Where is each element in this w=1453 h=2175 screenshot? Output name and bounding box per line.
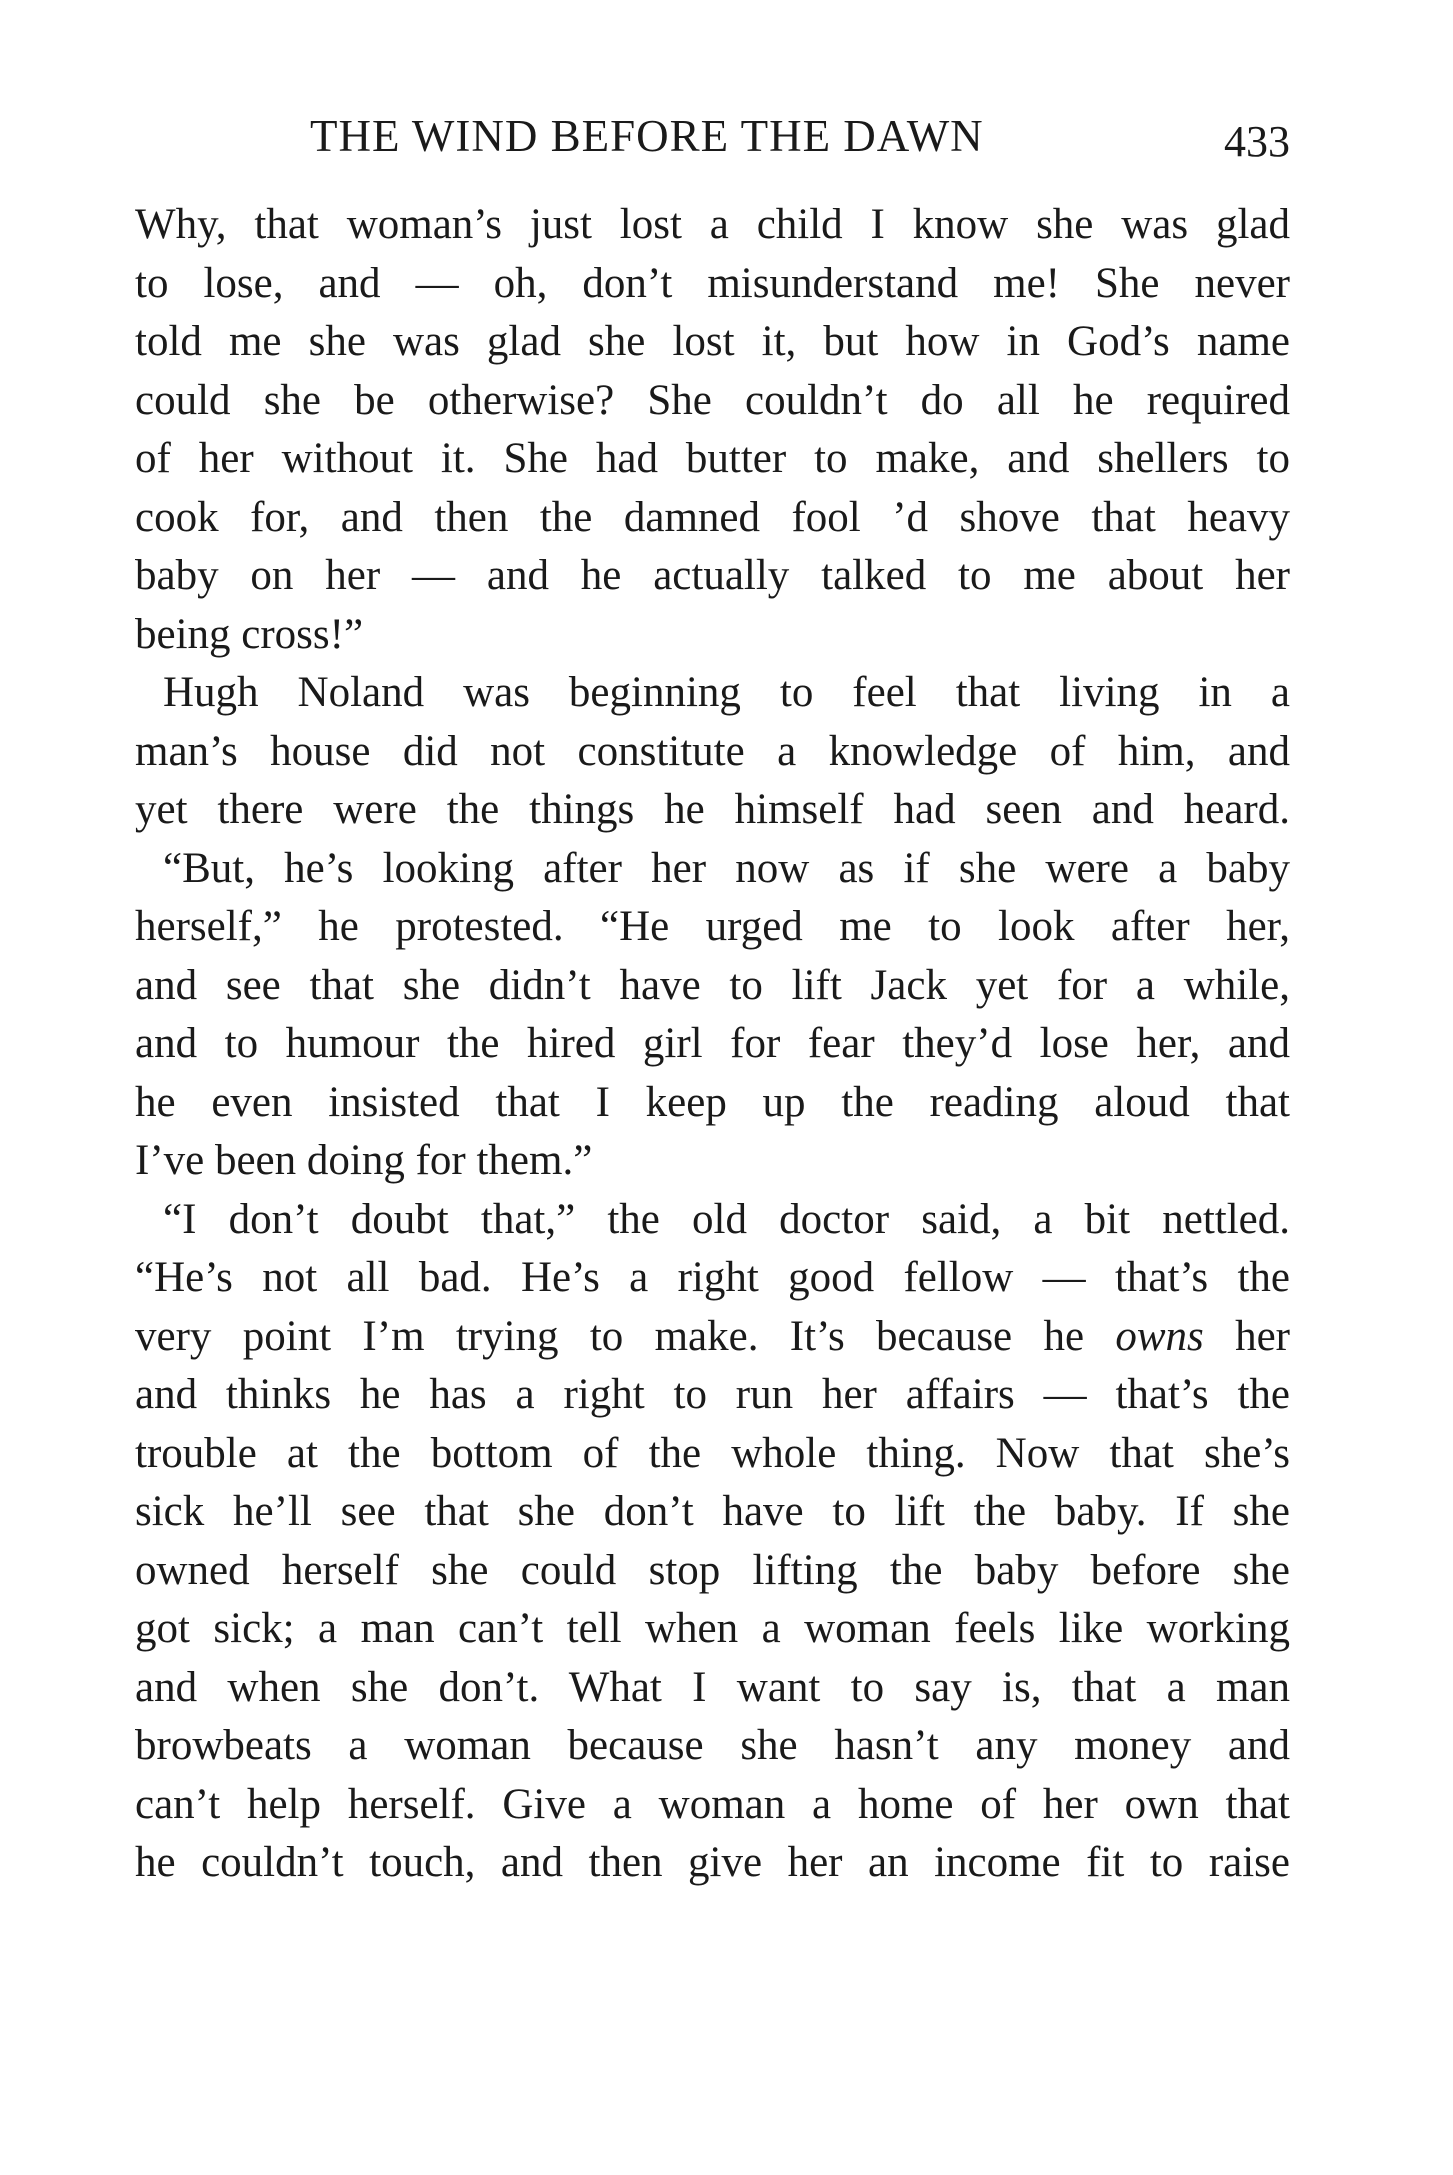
text-line: of her without it. She had butter to make, and shellers to <box>135 435 1290 482</box>
text-line: “I don’t doubt that,” the old doctor said, a bit nettled. <box>163 1195 1290 1243</box>
text-line: and to humour the hired girl for fear they’d lose her, and <box>135 1020 1290 1067</box>
text-line: he even insisted that I keep up the reading aloud that <box>135 1078 1290 1126</box>
text-line: to lose, and — oh, don’t misunderstand me! She never <box>135 259 1290 307</box>
text-line: being cross!” <box>135 610 364 658</box>
text-line: browbeats a woman because she hasn’t any money and <box>135 1722 1290 1769</box>
text-line: cook for, and then the damned fool ’d shove that heavy <box>135 493 1290 541</box>
page-header <box>135 110 1290 170</box>
text-line: herself,” he protested. “He urged me to look after her, <box>135 903 1290 950</box>
text-line: owned herself she could stop lifting the baby before she <box>135 1546 1290 1594</box>
text-line-emphasis <box>135 1308 1290 1367</box>
text-line: Why, that woman’s just lost a child I know she was glad <box>135 201 1290 248</box>
text-line: told me she was glad she lost it, but how in God’s name <box>135 318 1290 365</box>
text-line: and see that she didn’t have to lift Jack yet for a while, <box>135 961 1290 1009</box>
page-number: 433 <box>1224 117 1290 166</box>
text-line: “He’s not all bad. He’s a right good fellow — that’s the <box>135 1254 1290 1301</box>
text-line: and thinks he has a right to run her affairs — that’s the <box>135 1371 1290 1418</box>
italic-word: owns <box>1115 1312 1204 1360</box>
text-line: Hugh Noland was beginning to feel that living in a <box>163 669 1290 716</box>
text-line: can’t help herself. Give a woman a home of her own that <box>135 1780 1290 1828</box>
text-segment: very point I’m trying to make. It’s because he <box>135 1312 1116 1360</box>
text-line: got sick; a man can’t tell when a woman feels like working <box>135 1605 1290 1652</box>
text-line: I’ve been doing for them.” <box>135 1137 593 1184</box>
text-segment: her <box>1203 1312 1290 1360</box>
text-line: yet there were the things he himself had seen and heard. <box>135 786 1290 833</box>
text-line: sick he’ll see that she don’t have to lift the baby. If she <box>135 1488 1290 1535</box>
text-line: man’s house did not constitute a knowledge of him, and <box>135 727 1290 775</box>
text-line: “But, he’s looking after her now as if she were a baby <box>163 844 1290 892</box>
running-title: THE WIND BEFORE THE DAWN <box>310 111 984 161</box>
text-line: baby on her — and he actually talked to me about her <box>135 552 1290 599</box>
text-line: he couldn’t touch, and then give her an income fit to raise <box>135 1839 1290 1886</box>
text-line: could she be otherwise? She couldn’t do all he required <box>135 376 1290 424</box>
body-text <box>135 196 1290 1893</box>
text-line: and when she don’t. What I want to say is, that a man <box>135 1663 1290 1711</box>
text-line: trouble at the bottom of the whole thing. Now that she’s <box>135 1429 1290 1477</box>
